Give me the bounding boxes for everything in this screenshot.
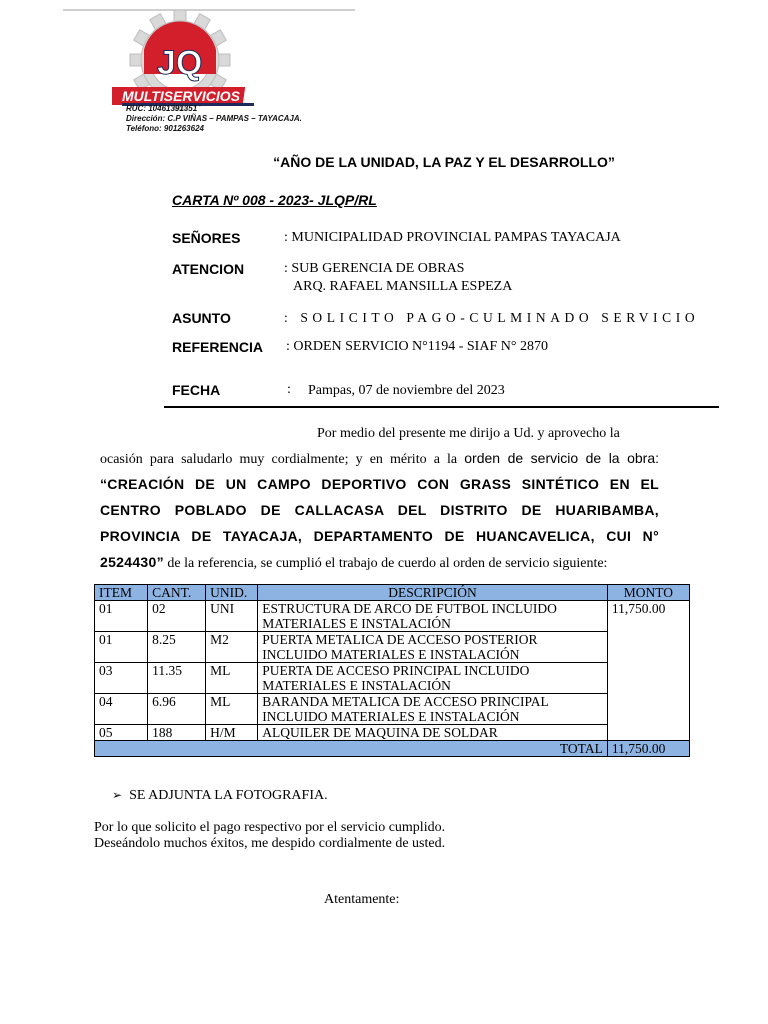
body-paragraph — [100, 446, 659, 576]
cell-item: 03 — [95, 663, 148, 694]
total-value: 11,750.00 — [607, 741, 689, 757]
letter-number: CARTA Nº 008 - 2023- JLQP/RL — [172, 192, 377, 208]
fecha-value: Pampas, 07 de noviembre del 2023 — [308, 383, 505, 398]
cell-item: 01 — [95, 601, 148, 632]
logo-initials: JQ — [157, 44, 203, 82]
table-row — [95, 632, 690, 663]
cell-desc: ESTRUCTURA DE ARCO DE FUTBOL INCLUIDO MATERIALES E INSTALACIÓN — [258, 601, 608, 632]
referencia-label: REFERENCIA — [172, 339, 264, 355]
cell-cant: 6.96 — [148, 694, 206, 725]
table-row — [95, 694, 690, 725]
table-row — [95, 601, 690, 632]
cell-cant: 8.25 — [148, 632, 206, 663]
project-name: “CREACIÓN DE UN CAMPO DEPORTIVO CON GRASS SINTÉTICO EN EL CENTRO POBLADO DE CALLACASA DEL DISTRITO DE HUARIBAMBA, PROVINCIA DE TAYACAJA, DEPARTAMENTO DE HUANCAVELICA, CUI N° 2524430” — [100, 476, 659, 570]
fecha-label: FECHA — [172, 382, 221, 398]
table-header-row — [95, 585, 690, 601]
atencion-label: ATENCION — [172, 261, 245, 277]
cell-desc: PUERTA METALICA DE ACCESO POSTERIOR INCLUIDO MATERIALES E INSTALACIÓN — [258, 632, 608, 663]
body-line2-sans: orden de servicio de la obra: — [464, 450, 659, 466]
cell-monto: 11,750.00 — [607, 601, 689, 741]
cell-unid: H/M — [206, 725, 258, 741]
fecha-colon: : — [287, 382, 291, 397]
company-address: Dirección: C.P VIÑAS – PAMPAS – TAYACAJA. — [126, 114, 302, 123]
attachment-text: SE ADJUNTA LA FOTOGRAFIA. — [129, 788, 328, 803]
company-phone: Teléfono: 901263624 — [126, 124, 204, 133]
table-total-row — [95, 741, 690, 757]
fecha-rule — [164, 406, 719, 408]
cell-item: 04 — [95, 694, 148, 725]
attachment-note — [112, 788, 328, 804]
asunto-value: : SOLICITO PAGO-CULMINADO SERVICIO — [284, 310, 700, 325]
body-line2: ocasión para saludarlo muy cordialmente; y en mérito a la — [100, 452, 465, 467]
company-ruc: RUC: 10461391351 — [126, 104, 198, 113]
cell-cant: 02 — [148, 601, 206, 632]
year-motto: “AÑO DE LA UNIDAD, LA PAZ Y EL DESARROLLO” — [273, 154, 615, 170]
cell-desc: ALQUILER DE MAQUINA DE SOLDAR — [258, 725, 608, 741]
col-descripcion: DESCRIPCIÓN — [258, 585, 608, 601]
senores-value: : MUNICIPALIDAD PROVINCIAL PAMPAS TAYACAJA — [284, 230, 621, 245]
cell-desc: PUERTA DE ACCESO PRINCIPAL INCLUIDO MATERIALES E INSTALACIÓN — [258, 663, 608, 694]
cell-unid: UNI — [206, 601, 258, 632]
atencion-person: ARQ. RAFAEL MANSILLA ESPEZA — [293, 279, 513, 294]
cell-unid: M2 — [206, 632, 258, 663]
cell-cant: 11.35 — [148, 663, 206, 694]
total-label: TOTAL — [95, 741, 608, 757]
arrow-bullet-icon: ➢ — [112, 788, 123, 802]
signoff: Atentamente: — [324, 892, 400, 907]
cell-cant: 188 — [148, 725, 206, 741]
col-monto: MONTO — [607, 585, 689, 601]
table-row — [95, 663, 690, 694]
table-row — [95, 725, 690, 741]
cell-item: 01 — [95, 632, 148, 663]
cell-unid: ML — [206, 663, 258, 694]
asunto-label: ASUNTO — [172, 310, 231, 326]
senores-label: SEÑORES — [172, 230, 241, 246]
cell-unid: ML — [206, 694, 258, 725]
services-table — [94, 584, 690, 757]
body-intro: Por medio del presente me dirijo a Ud. y aprovecho la — [317, 426, 620, 441]
logo-brand: MULTISERVICIOS — [122, 88, 240, 104]
col-unid: UNID. — [206, 585, 258, 601]
cell-item: 05 — [95, 725, 148, 741]
closing-line-1: Por lo que solicito el pago respectivo por el servicio cumplido. — [94, 820, 446, 835]
atencion-value: : SUB GERENCIA DE OBRAS — [284, 261, 465, 276]
body-tail: de la referencia, se cumplió el trabajo de cuerdo al orden de servicio siguiente: — [163, 556, 608, 571]
col-item: ITEM — [95, 585, 148, 601]
col-cant: CANT. — [148, 585, 206, 601]
referencia-value: : ORDEN SERVICIO N°1194 - SIAF N° 2870 — [286, 339, 548, 354]
closing-line-2: Deseándolo muchos éxitos, me despido cordialmente de usted. — [94, 836, 446, 851]
company-info — [126, 104, 302, 134]
cell-desc: BARANDA METALICA DE ACCESO PRINCIPAL INCLUIDO MATERIALES E INSTALACIÓN — [258, 694, 608, 725]
